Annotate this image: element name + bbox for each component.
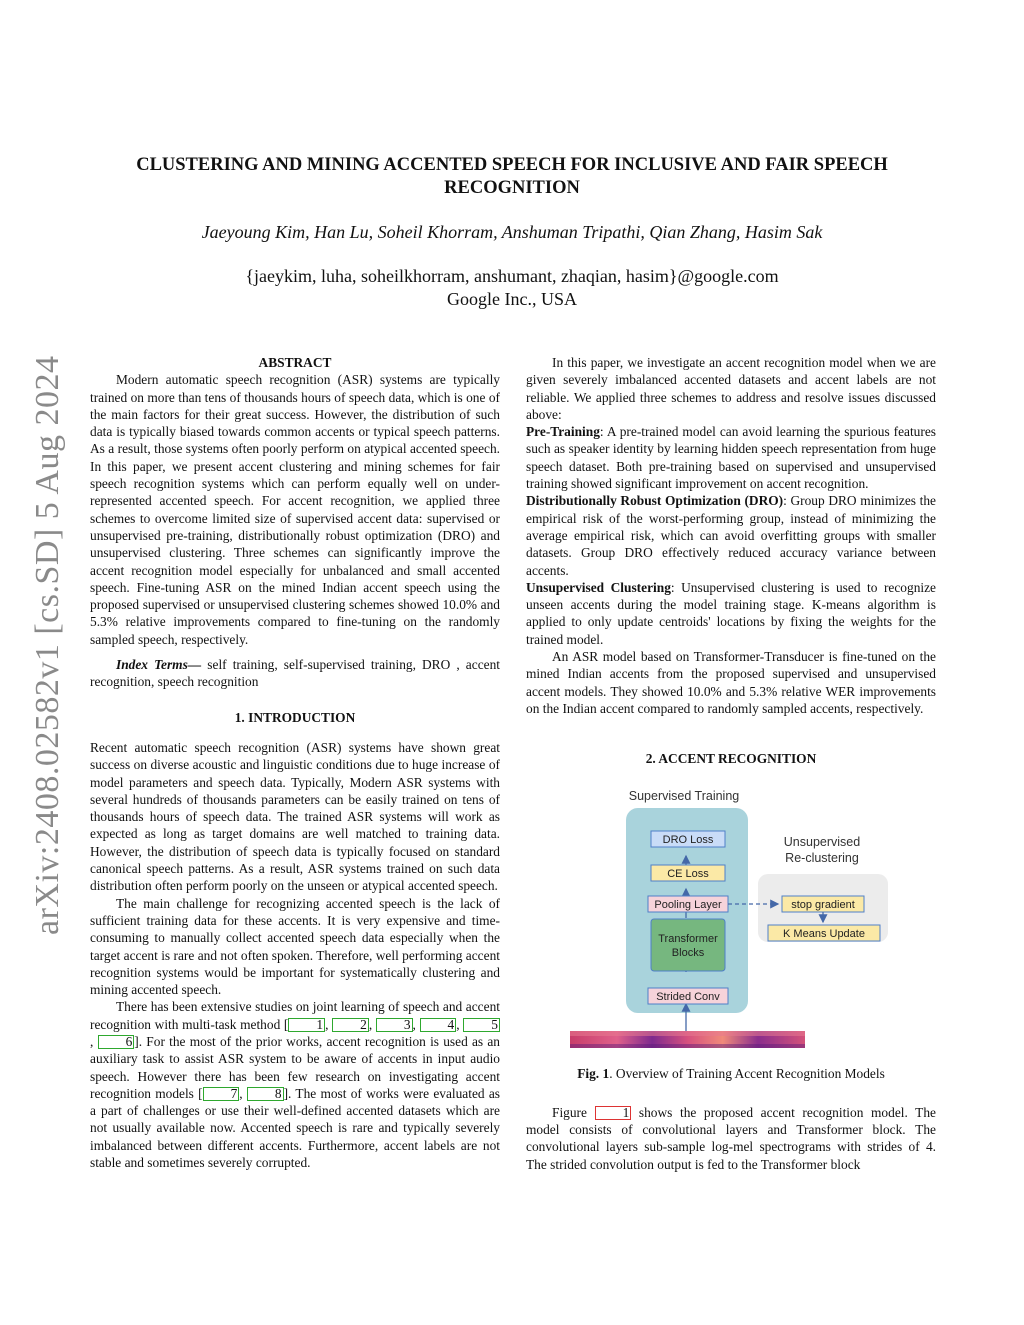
right-paragraph-1: In this paper, we investigate an accent recognition model when we are given severely imbalanced accented datasets and accent labels are not reliable. We applied three schemes to address and resolve issues discussed above: bbox=[526, 355, 936, 422]
transformer-blocks-box bbox=[651, 919, 725, 971]
pretraining-label: Pre-Training bbox=[526, 424, 600, 440]
citation-link[interactable]: 4 bbox=[420, 1018, 457, 1032]
affiliation: Google Inc., USA bbox=[447, 289, 577, 309]
arxiv-identifier: arXiv:2408.02582v1 [cs.SD] 5 Aug 2024 bbox=[29, 355, 66, 935]
intro-paragraph-2: The main challenge for recognizing accented speech is the lack of sufficient training data for these accents. It is very expensive and time-consuming to manually collect accented speech data especially when the target accent is rare and not often spoken. Therefore, well performing accent recognition systems would be important for systematically clustering and mining accented speech. bbox=[90, 895, 500, 998]
dro-loss-label: DRO Loss bbox=[662, 833, 714, 846]
unsupervised-title-line-2: Re-clustering bbox=[785, 850, 859, 865]
unsupervised-title-line-1: Unsupervised bbox=[783, 834, 861, 849]
pooling-layer-label: Pooling Layer bbox=[654, 898, 722, 911]
transformer-label-line-2: Blocks bbox=[671, 946, 705, 959]
dro-text: : Group DRO minimizes the empirical risk of the worst-performing group, instead of minimizing the average empirical risk, which can avoid overfitting groups with smaller datasets. Group DRO effectively reduced accuracy variance between accents. bbox=[526, 493, 936, 578]
right-paragraph-2: An ASR model based on Transformer-Transducer is fine-tuned on the mined Indian accents from the proposed supervised and unsupervised accent models. They showed 10.0% and 5.3% relative WER improvements on the Indian accent compared to randomly sampled accents, respectively. bbox=[526, 649, 936, 716]
author-list: Jaeyoung Kim, Han Lu, Soheil Khorram, Anshuman Tripathi, Qian Zhang, Hasim Sak bbox=[201, 222, 823, 242]
paper-title: CLUSTERING AND MINING ACCENTED SPEECH FOR INCLUSIVE AND FAIR SPEECH RECOGNITION bbox=[136, 155, 888, 198]
citation-link[interactable]: 3 bbox=[376, 1018, 413, 1032]
section-2-heading: 2. ACCENT RECOGNITION bbox=[645, 751, 817, 767]
spectrogram-band bbox=[570, 1031, 805, 1036]
right-paragraph-3 bbox=[526, 1104, 936, 1173]
citation-link[interactable]: 1 bbox=[288, 1018, 325, 1032]
figure-1-caption bbox=[526, 1065, 936, 1082]
affiliation-block bbox=[90, 265, 934, 311]
citation-link[interactable]: 7 bbox=[203, 1087, 240, 1101]
intro-p3-part-a: There has been extensive studies on joint learning of speech and accent recognition with multi-task method [ bbox=[90, 999, 500, 1032]
intro-heading: 1. INTRODUCTION bbox=[234, 709, 356, 725]
citation-link[interactable]: 8 bbox=[247, 1087, 284, 1101]
pretraining-item bbox=[526, 423, 936, 492]
figure-caption-text: . Overview of Training Accent Recognition Models bbox=[609, 1065, 885, 1081]
citation-link[interactable]: 2 bbox=[332, 1018, 369, 1032]
dro-label: Distributionally Robust Optimization (DRO) bbox=[526, 493, 784, 509]
intro-p3-part-b: ]. For the most of the prior works, accent recognition is used as an auxiliary task to assist ASR system to be aware of accents in input audio speech. However there has been few research on investigating accent recognition models [ bbox=[90, 1033, 500, 1101]
intro-paragraph-3: There has been extensive studies on joint learning of speech and accent recognition with multi-task method [ 1 , 2 , 3 , 4 , 5, 6 ]. For the most of the prior works, accent recognition is used as an auxiliary task to assist ASR system to be aware of accents in input audio speech. However there has been few research on investigating accent recognition models [ 7 , 8 ]. The most of works were evaluated as a part of challenges or use their well-defined accented datasets which are not usually available now. Accented speech is rare and typically severely imbalanced between different accents. Furthermore, accent labels are not stable and sometimes severely corrupted. bbox=[90, 999, 501, 1171]
abstract-text: Modern automatic speech recognition (ASR) systems are typically trained on more than tens of thousands hours of speech data, which is one of the main factors for their great success. However, the distribution of such data is typically biased towards common accents or typical speech patterns. As a result, those systems often poorly perform on atypical accented speech. In this paper, we present accent clustering and mining schemes for fair speech recognition systems which can perform equally well on under-represented accented speech. For accent recognition, we applied three schemes to overcome limited size of supervised accent data: supervised or unsupervised pre-training, distributionally robust optimization (DRO) and unsupervised clustering. Three schemes can significantly improve the accent recognition model especially for unbalanced and small accented speech. Fine-tuning ASR on the mined Indian accent speech using the proposed supervised or unsupervised clustering schemes showed 10.0% and 5.3% relative improvements compared to fine-tuning on the randomly sampled speech, respectively. bbox=[90, 372, 500, 647]
intro-paragraph-1: Recent automatic speech recognition (ASR) systems have shown great success on diverse acoustic and linguistic conditions due to huge increase of model parameters and speech data. Typically, Modern ASR systems with several hundreds of thousands parameters can be easily trained on tens of thousands hours of speech data. The trained ASR systems will work as expected as long as target domains are well matched to training data. However, the distribution of speech data is typically focused on standard canonical speech patterns. As a result, ASR systems trained on such data distribution often perform poorly on the unseen or atypical accented speech. bbox=[90, 739, 500, 894]
stop-gradient-label: stop gradient bbox=[791, 898, 855, 911]
architecture-diagram bbox=[526, 778, 936, 1048]
index-terms-label: Index Terms— bbox=[116, 657, 202, 673]
index-terms bbox=[90, 656, 500, 691]
intro-p3-part-c: ]. The most of works were evaluated as a part of challenges or use their well-defined accented datasets which are not usually available now. Accented speech is rare and typically severely imbalanced between different accents. Furthermore, accent labels are not stable and sometimes severely corrupted. bbox=[90, 1085, 501, 1171]
spectrogram-band bbox=[570, 1044, 805, 1048]
clustering-item bbox=[526, 579, 936, 648]
citation-link[interactable]: 5 bbox=[463, 1018, 500, 1032]
figure-reference-link[interactable]: 1 bbox=[595, 1106, 632, 1120]
left-column bbox=[90, 354, 500, 1171]
right-column bbox=[526, 354, 936, 1173]
supervised-training-title: Supervised Training bbox=[628, 788, 740, 803]
author-emails: {jaeykim, luha, soheilkhorram, anshumant, zhaqian, hasim}@google.com bbox=[245, 266, 779, 286]
p3-part-a: Figure bbox=[552, 1104, 595, 1120]
figure-1 bbox=[526, 778, 936, 1048]
citation-link[interactable]: 6 bbox=[98, 1035, 135, 1049]
clustering-text: : Unsupervised clustering is used to recognize unseen accents during the model training stage. K-means algorithm is applied to only update centroids' locations by fixing the weights for the trained model. bbox=[526, 579, 936, 647]
transformer-label-line-1: Transformer bbox=[658, 932, 718, 945]
ce-loss-label: CE Loss bbox=[667, 867, 709, 880]
index-terms-text: self training, self-supervised training, DRO , accent recognition, speech recognition bbox=[90, 657, 500, 690]
strided-conv-label: Strided Conv bbox=[656, 990, 720, 1003]
kmeans-update-label: K Means Update bbox=[783, 927, 865, 940]
figure-label: Fig. 1 bbox=[577, 1065, 610, 1081]
clustering-label: Unsupervised Clustering bbox=[526, 579, 671, 595]
p3-part-b: shows the proposed accent recognition model. The model consists of convolutional layers and Transformer block. The convolutional layers sub-sample log-mel spectrograms with strides of 4. The strided convolution output is fed to the Transformer block bbox=[526, 1104, 937, 1172]
pretraining-text: : A pre-trained model can avoid learning the spurious features such as speaker identity by learning hidden speech representation from huge speech dataset. Both pre-training based on supervised and unsupervised training showed significant improvement on accent recognition. bbox=[526, 424, 936, 492]
abstract-heading: ABSTRACT bbox=[258, 355, 332, 370]
dro-item bbox=[526, 492, 936, 578]
